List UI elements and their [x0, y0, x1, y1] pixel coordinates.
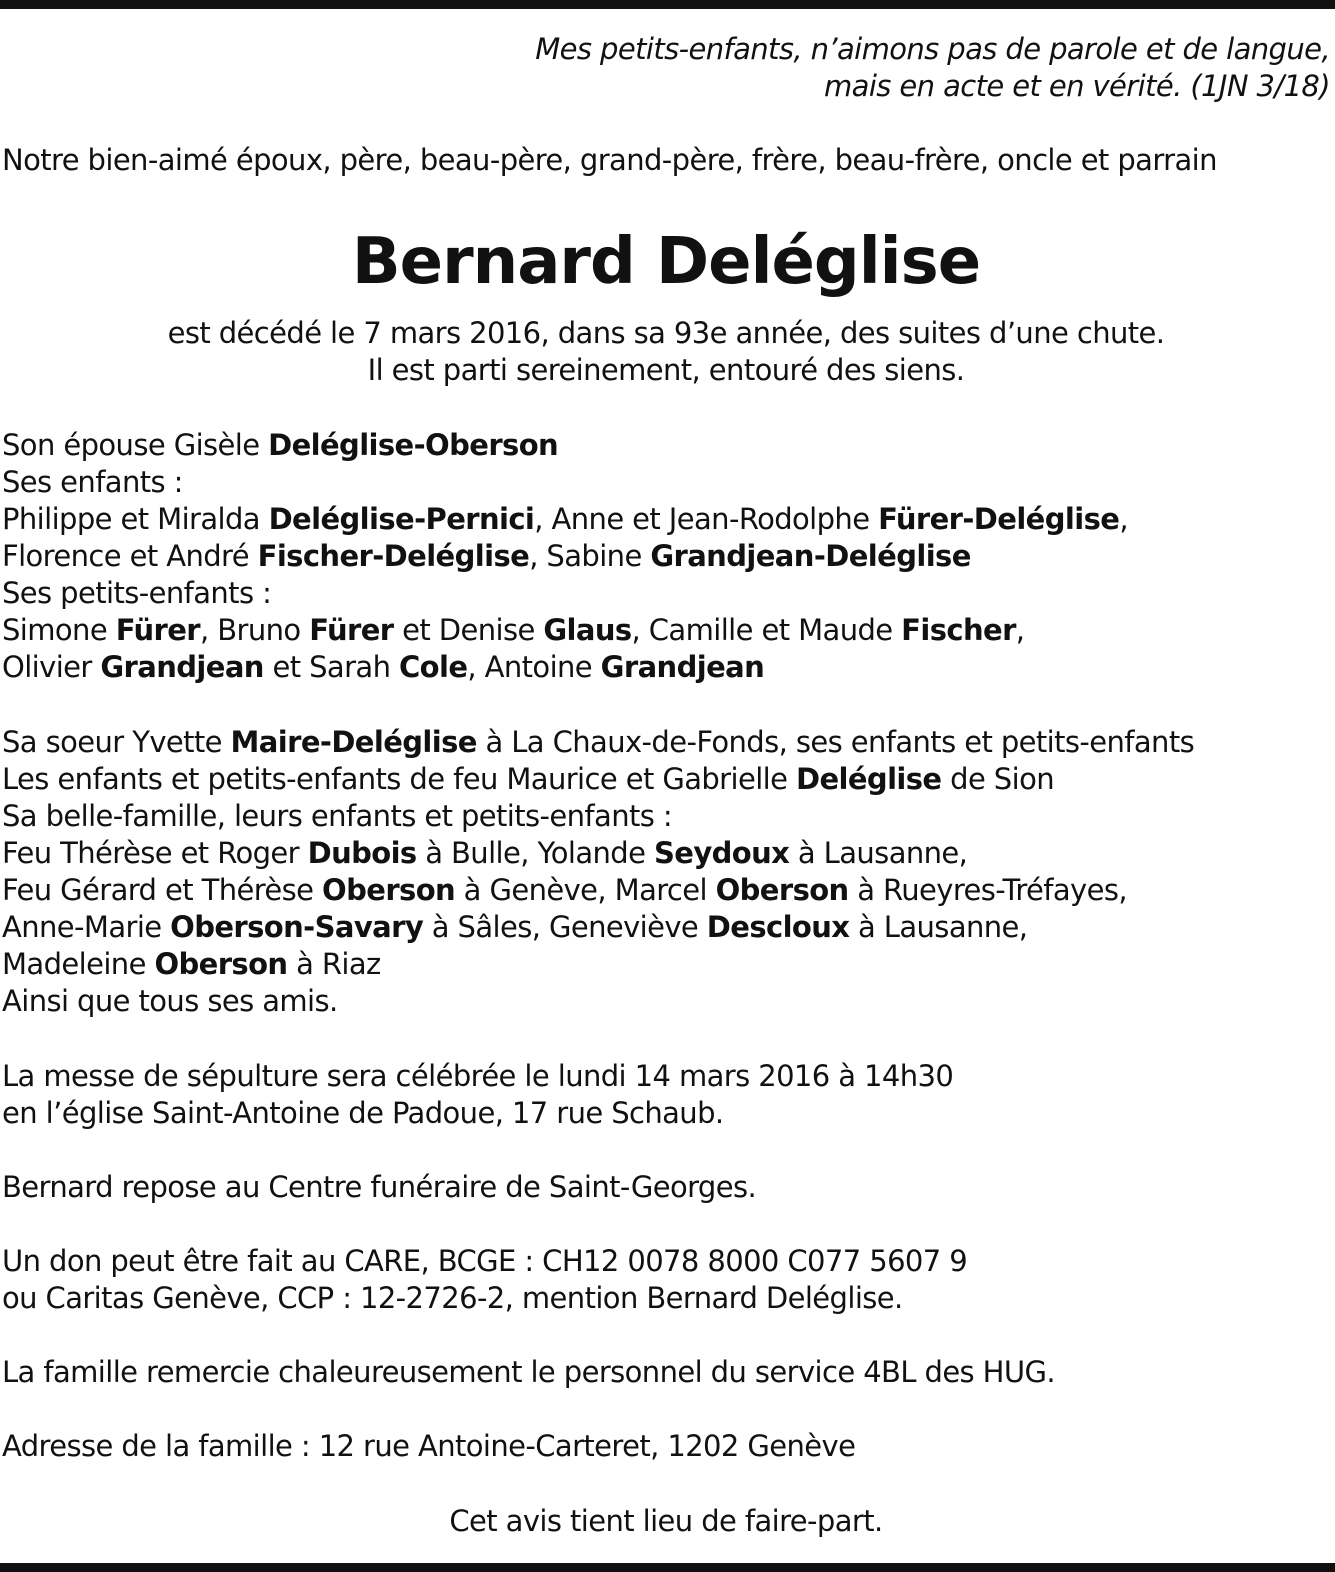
intro-text: Notre bien-aimé époux, père, beau-père, grand-père, frère, beau-frère, oncle et parrain	[2, 143, 1217, 177]
relatives-line: Les enfants et petits-enfants de feu Maurice et Gabrielle Deléglise de Sion	[2, 762, 1054, 796]
relatives-line: Sa belle-famille, leurs enfants et petits-enfants :	[2, 799, 673, 833]
relatives-line: Anne-Marie Oberson-Savary à Sâles, Geneviève Descloux à Lausanne,	[2, 910, 1028, 944]
relatives-line: Sa soeur Yvette Maire-Deléglise à La Chaux-de-Fonds, ses enfants et petits-enfants	[2, 725, 1195, 759]
grandchildren-heading: Ses petits-enfants :	[2, 576, 272, 610]
children-line: Florence et André Fischer-Deléglise, Sabine Grandjean-Deléglise	[2, 539, 971, 573]
epigraph-line: Mes petits-enfants, n’aimons pas de parole et de langue,	[535, 32, 1330, 66]
epigraph-line: mais en acte et en vérité. (1JN 3/18)	[824, 69, 1330, 103]
spouse-line: Son épouse Gisèle Deléglise-Oberson	[2, 428, 559, 462]
mass-line: La messe de sépulture sera célébrée le lundi 14 mars 2016 à 14h30	[2, 1059, 954, 1093]
closing-note: Cet avis tient lieu de faire-part.	[449, 1504, 883, 1538]
resting-place: Bernard repose au Centre funéraire de Saint-Georges.	[2, 1170, 757, 1204]
children-heading: Ses enfants :	[2, 465, 183, 499]
thanks-text: La famille remercie chaleureusement le personnel du service 4BL des HUG.	[2, 1355, 1056, 1389]
relatives-line: Feu Thérèse et Roger Dubois à Bulle, Yolande Seydoux à Lausanne,	[2, 836, 968, 870]
epigraph-quote	[535, 31, 1330, 105]
grandchildren-line: Olivier Grandjean et Sarah Cole, Antoine Grandjean	[2, 650, 765, 684]
children-line: Philippe et Miralda Deléglise-Pernici, Anne et Jean-Rodolphe Fürer-Deléglise,	[2, 502, 1128, 536]
funeral-mass-info	[2, 1058, 953, 1132]
grandchildren-line: Simone Fürer, Bruno Fürer et Denise Glaus, Camille et Maude Fischer,	[2, 613, 1025, 647]
immediate-family	[2, 427, 1128, 686]
announcement-line: est décédé le 7 mars 2016, dans sa 93e année, des suites d’une chute.	[167, 316, 1165, 350]
bottom-border-rule	[0, 1563, 1335, 1572]
mass-line: en l’église Saint-Antoine de Padoue, 17 rue Schaub.	[2, 1096, 724, 1130]
family-address: Adresse de la famille : 12 rue Antoine-Carteret, 1202 Genève	[2, 1429, 856, 1463]
relatives-line: Feu Gérard et Thérèse Oberson à Genève, Marcel Oberson à Rueyres-Tréfayes,	[2, 873, 1127, 907]
donation-info	[2, 1243, 967, 1317]
extended-family	[2, 724, 1194, 1020]
announcement-line: Il est parti sereinement, entouré des siens.	[367, 353, 965, 387]
relatives-line: Ainsi que tous ses amis.	[2, 984, 338, 1018]
donation-line: Un don peut être fait au CARE, BCGE : CH12 0078 8000 C077 5607 9	[2, 1244, 968, 1278]
relatives-line: Madeleine Oberson à Riaz	[2, 947, 381, 981]
death-announcement	[2, 315, 1330, 389]
top-border-rule	[0, 0, 1335, 9]
donation-line: ou Caritas Genève, CCP : 12-2726-2, mention Bernard Deléglise.	[2, 1281, 903, 1315]
deceased-name: Bernard Deléglise	[351, 225, 981, 299]
